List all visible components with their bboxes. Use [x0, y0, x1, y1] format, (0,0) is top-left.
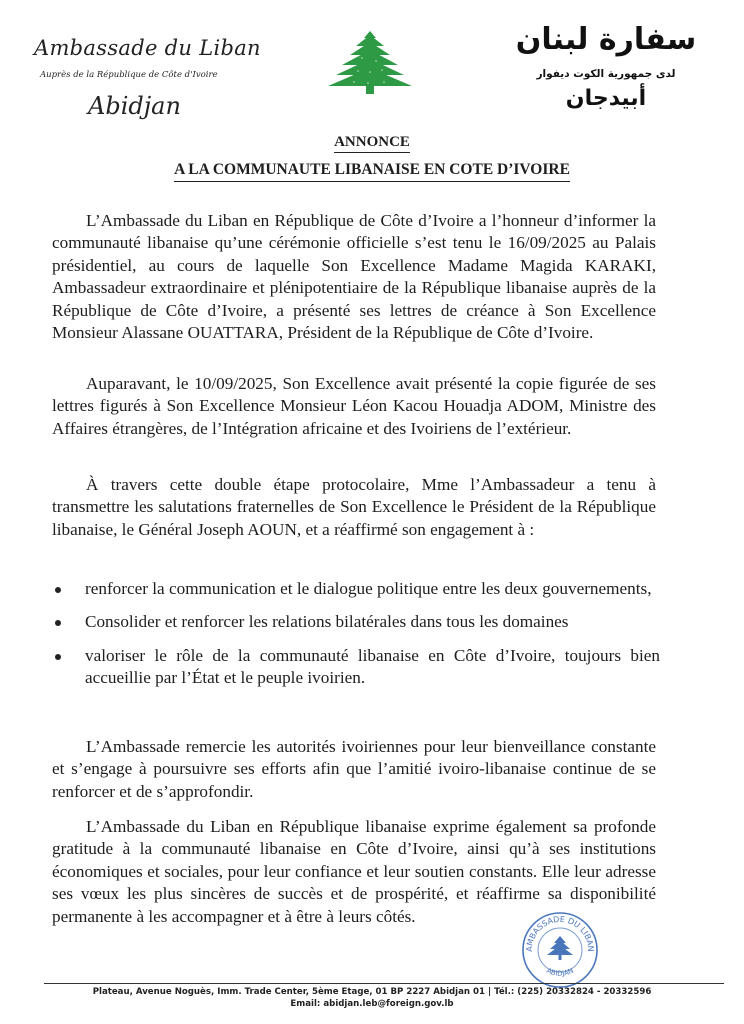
cedar-tree-icon	[320, 28, 420, 98]
paragraph-gratitude-community: L’Ambassade du Liban en République libanaise exprime également sa profonde gratitude à la communauté libanaise en Côte d’Ivoire, ainsi qu’à ses institutions économiques et sociales, pour leur confiance et leur soutien constants. Elle leur adresse ses vœux les plus sincères de succès et de prospérité, et réaffirme sa disponibilité permanente à les accompagner et à être à leurs côtés.	[52, 817, 656, 926]
document-title	[0, 134, 744, 151]
letterhead-city-fr: Abidjan	[88, 92, 181, 120]
list-item	[52, 578, 660, 600]
document-subtitle-text: A LA COMMUNAUTE LIBANAISE EN COTE D’IVOIRE	[174, 161, 570, 182]
stamp-top-text: AMBASSADE DU LIBAN	[524, 914, 596, 952]
letterhead-embassy-subtitle-ar: لدى جمهورية الكوت ديفوار	[536, 68, 676, 80]
document-subtitle	[0, 161, 744, 179]
paragraph-commitment: À travers cette double étape protocolaire, Mme l’Ambassadeur a tenu à transmettre les salutations fraternelles de Son Excellence le Président de la République libanaise, le Général Joseph AOUN, et a réaffirmé son engagement à :	[52, 475, 656, 539]
paragraph-ceremony: L’Ambassade du Liban en République de Côte d’Ivoire a l’honneur d’informer la communauté libanaise qu’une cérémonie officielle s’est tenu le 16/09/2025 au Palais présidentiel, au cours de laquelle Son Excellence Madame Magida KARAKI, Ambassadeur extraordinaire et plénipotentiaire de la République libanaise auprès de la République de Côte d’Ivoire, a présenté ses lettres de créance à Son Excellence Monsieur Alassane OUATTARA, Président de la République de Côte d’Ivoire.	[52, 211, 656, 343]
letterhead-embassy-name-ar: سفارة لبنان	[515, 22, 697, 57]
commitment-list	[52, 578, 660, 701]
list-item	[52, 611, 660, 633]
list-item-text: Consolider et renforcer les relations bilatérales dans tous les domaines	[85, 612, 569, 632]
stamp-cedar-icon	[547, 936, 573, 960]
embassy-stamp	[520, 910, 600, 990]
bullet-icon	[55, 620, 61, 626]
list-item	[52, 645, 660, 690]
list-item-text: renforcer la communication et le dialogue politique entre les deux gouvernements,	[85, 579, 652, 598]
paragraph-thanks-authorities: L’Ambassade remercie les autorités ivoiriennes pour leur bienveillance constante et s’engage à poursuivre ses efforts afin que l’amitié ivoiro-libanaise continue de se renforcer et de s’approfondir.	[52, 737, 656, 801]
letterhead-city-ar: أبيدجان	[565, 86, 647, 111]
letterhead-embassy-name-fr: Ambassade du Liban	[34, 36, 261, 60]
list-item-text: valoriser le rôle de la communauté libanaise en Côte d’Ivoire, toujours bien accueillie par l’État et le peuple ivoirien.	[85, 645, 660, 688]
bullet-icon	[55, 587, 61, 593]
bullet-icon	[55, 654, 61, 660]
footer-divider	[44, 983, 724, 984]
paragraph-prior-meeting: Auparavant, le 10/09/2025, Son Excellence avait présenté la copie figurée de ses lettres figurés à Son Excellence Monsieur Léon Kacou Houadja ADOM, Ministre des Affaires étrangères, de l’Intégration africaine et des Ivoiriens de l’extérieur.	[52, 374, 656, 438]
document-title-text: ANNONCE	[334, 134, 410, 153]
footer-address: Plateau, Avenue Noguès, Imm. Trade Center, 5ème Etage, 01 BP 2227 Abidjan 01 | Tél.: (225) 20332824 - 20332596	[92, 987, 652, 997]
stamp-bottom-text: ABIDJAN	[545, 966, 575, 978]
letterhead-embassy-subtitle-fr: Auprès de la République de Côte d'Ivoire	[40, 70, 218, 80]
footer-email: Email: abidjan.leb@foreign.gov.lb	[290, 999, 454, 1009]
